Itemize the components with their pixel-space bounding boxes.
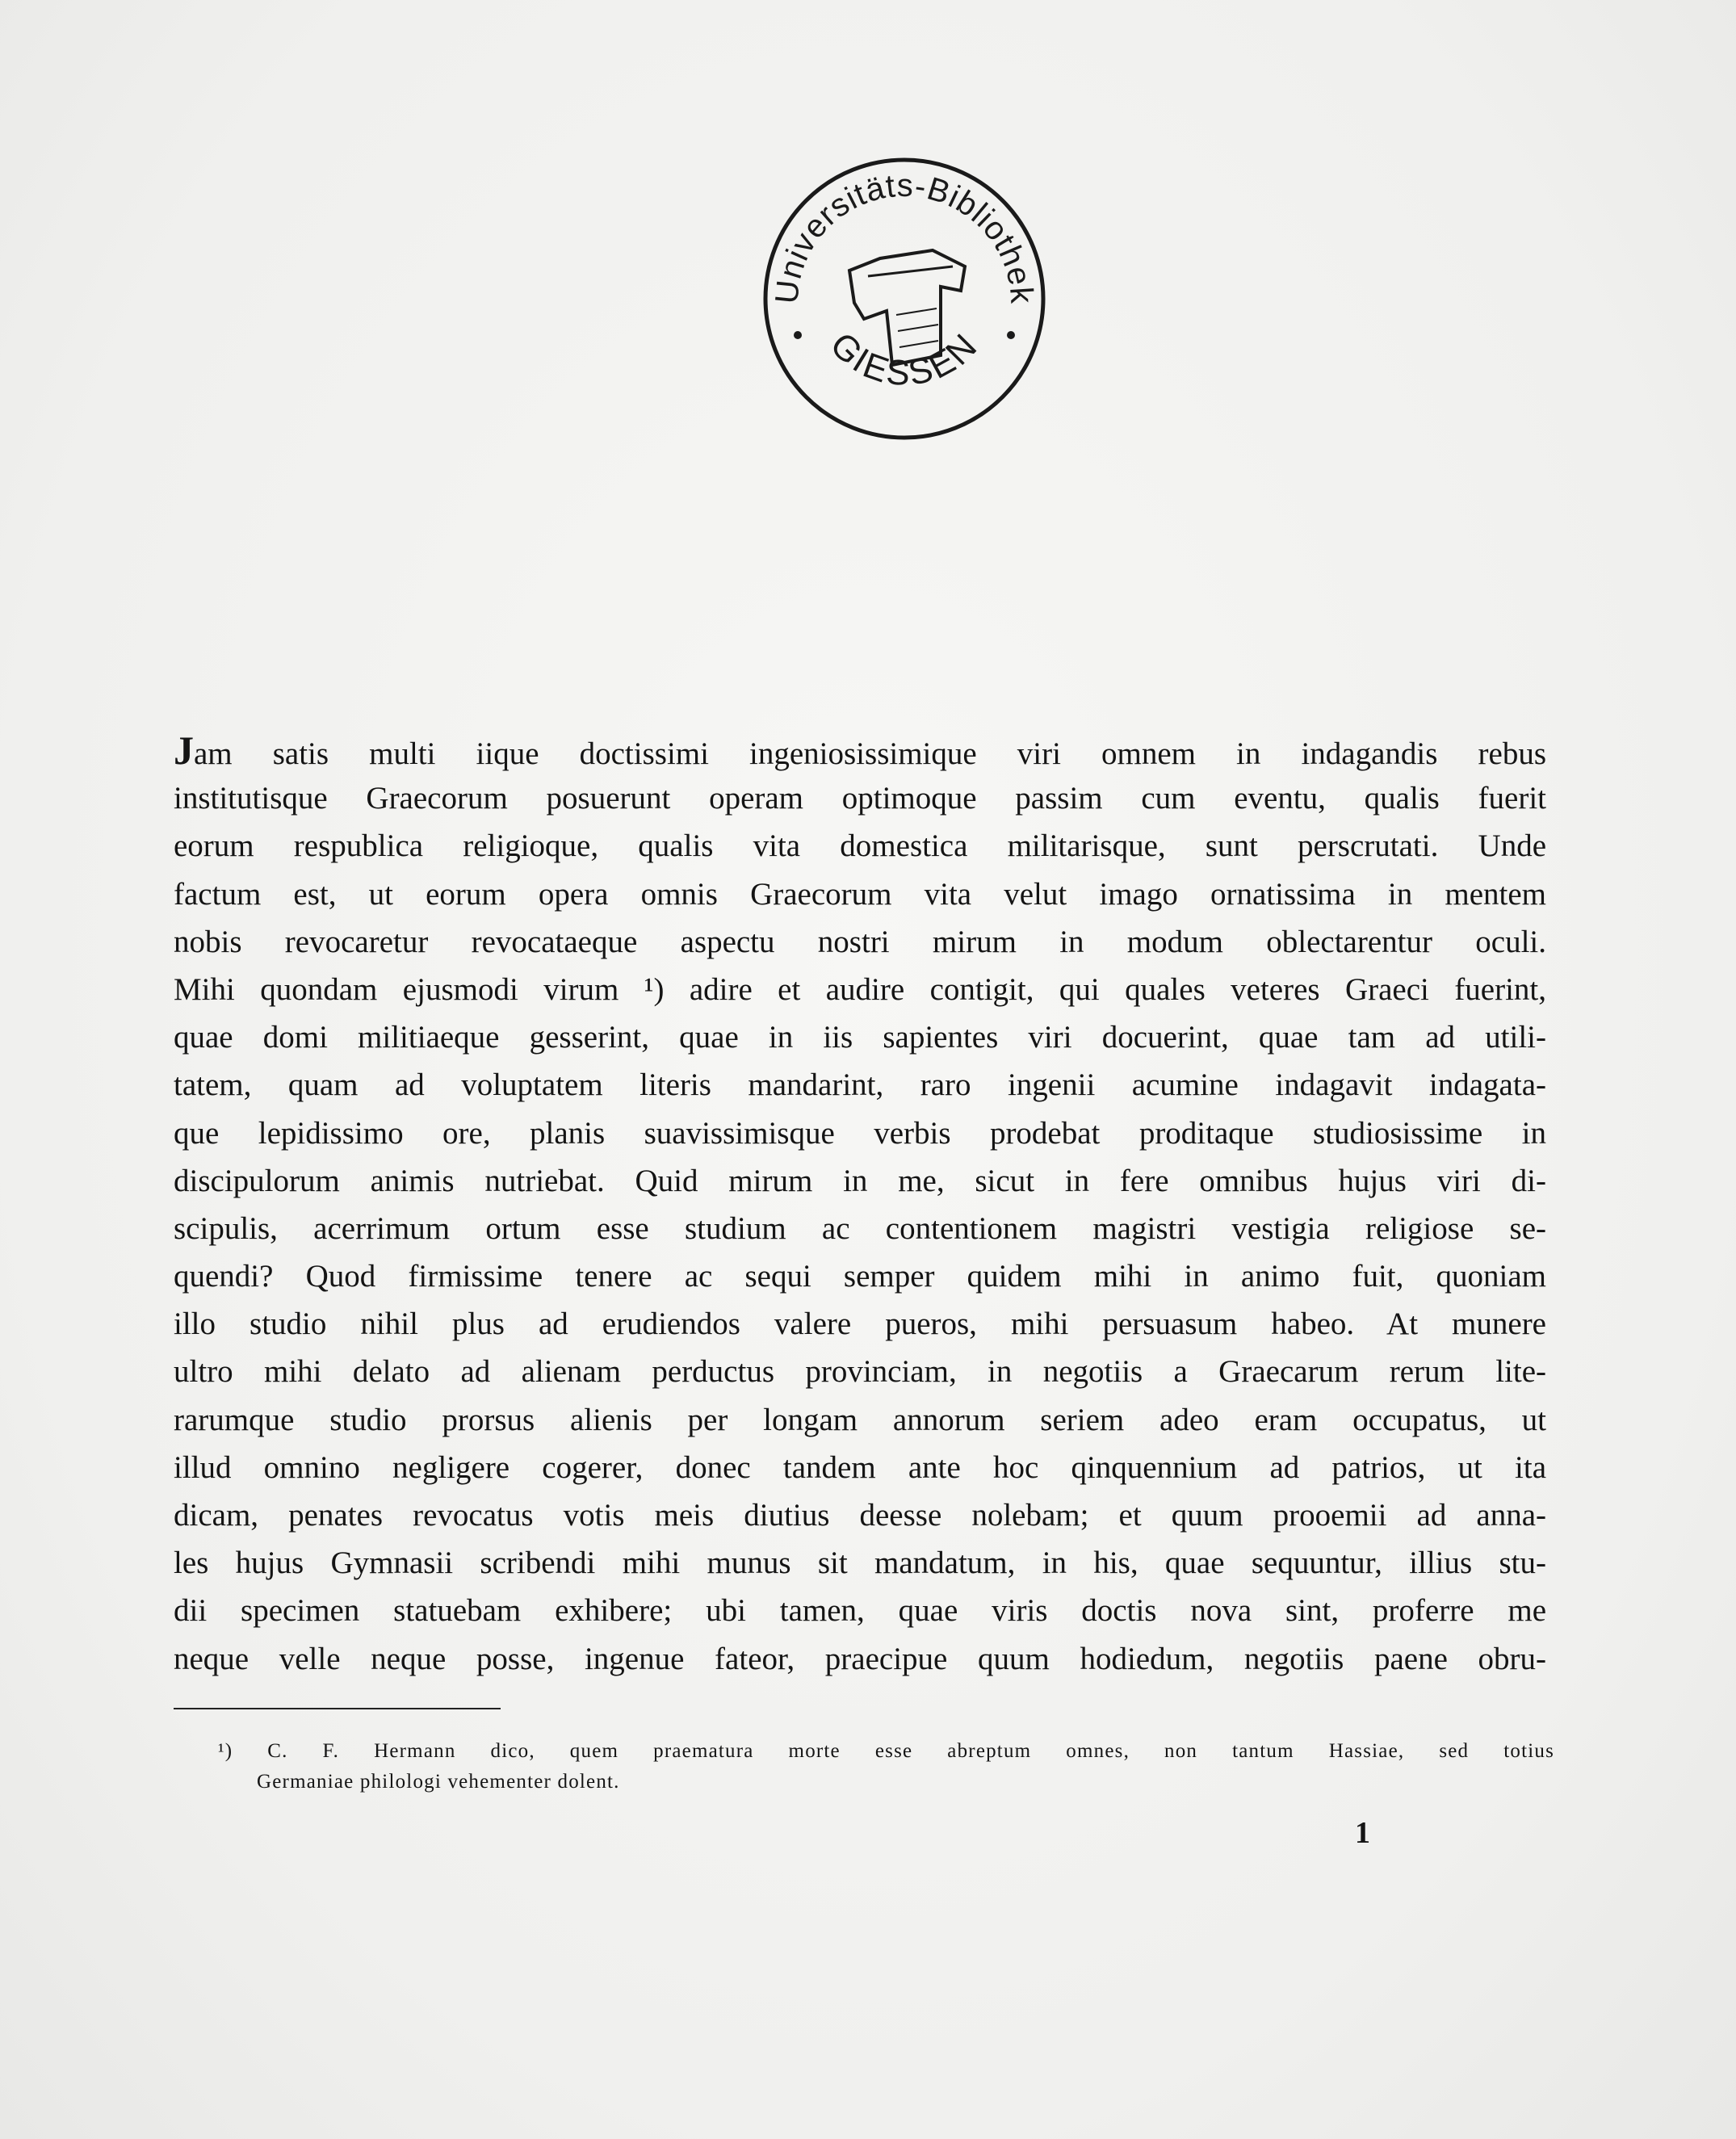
body-line: neque velle neque posse, ingenue fateor, praecipue quum hodiedum, negotiis paene obru- [174, 1641, 1546, 1676]
body-line: illud omnino negligere cogerer, donec tandem ante hoc qinquennium ad patrios, ut ita [174, 1449, 1546, 1485]
body-line: discipulorum animis nutriebat. Quid mirum in me, sicut in fere omnibus hujus viri di- [174, 1163, 1546, 1198]
svg-text:Universitäts-Bibliothek [769, 168, 1039, 305]
body-text [174, 727, 1546, 1683]
page-number: 1 [1355, 1816, 1370, 1850]
footnote-line: Germaniae philologi vehementer dolent. [257, 1771, 620, 1793]
footnote-line: ¹) C. F. Hermann dico, quem praematura morte esse abreptum omnes, non tantum Hassiae, sed totius [218, 1740, 1555, 1762]
body-line: Jam satis multi iique doctissimi ingeniosissimique viri omnem in indagandis rebus [174, 728, 1546, 773]
stamp-bottom-text: GIESSEN [822, 325, 987, 394]
stamp-graphic [759, 153, 1050, 444]
body-line: rarumque studio prorsus alienis per longam annorum seriem adeo eram occupatus, ut [174, 1402, 1546, 1437]
body-line: tatem, quam ad voluptatem literis mandarint, raro ingenii acumine indagavit indagata- [174, 1067, 1546, 1103]
body-line: dicam, penates revocatus votis meis diutius deesse nolebam; et quum prooemii ad anna- [174, 1498, 1546, 1533]
body-line: scipulis, acerrimum ortum esse studium ac contentionem magistri vestigia religiose se- [174, 1210, 1546, 1246]
footnote-marker: ¹) [218, 1740, 233, 1762]
svg-text:GIESSEN [823, 325, 986, 393]
stamp-top-text: Universitäts-Bibliothek [769, 167, 1040, 305]
body-line: dii specimen statuebam exhibere; ubi tamen, quae viris doctis nova sint, proferre me [174, 1593, 1546, 1629]
body-line: institutisque Graecorum posuerunt operam optimoque passim cum eventu, qualis fuerit [174, 781, 1546, 816]
body-line: factum est, ut eorum opera omnis Graecorum vita velut imago ornatissima in mentem [174, 876, 1546, 912]
body-line: illo studio nihil plus ad erudiendos valere pueros, mihi persuasum habeo. At munere [174, 1306, 1546, 1342]
drop-cap: J [174, 728, 194, 773]
body-line: eorum respublica religioque, qualis vita domestica militarisque, sunt perscrutati. Unde [174, 828, 1546, 864]
body-line: Mihi quondam ejusmodi virum ¹) adire et audire contigit, qui quales veteres Graeci fuerint, [174, 971, 1546, 1007]
body-line: ultro mihi delato ad alienam perductus provinciam, in negotiis a Graecarum rerum lite- [174, 1354, 1546, 1390]
footnote-divider [174, 1708, 501, 1709]
body-line: les hujus Gymnasii scribendi mihi munus sit mandatum, in his, quae sequuntur, illius stu- [174, 1546, 1546, 1581]
library-stamp [759, 153, 1050, 444]
body-line: nobis revocaretur revocataeque aspectu nostri mirum in modum oblectarentur oculi. [174, 924, 1546, 959]
body-line: que lepidissimo ore, planis suavissimisque verbis prodebat proditaque studiosissime in [174, 1115, 1546, 1151]
body-line: quae domi militiaeque gesserint, quae in iis sapientes viri docuerint, quae tam ad utili- [174, 1020, 1546, 1055]
body-line: quendi? Quod firmissime tenere ac sequi semper quidem mihi in animo fuit, quoniam [174, 1259, 1546, 1294]
footnote [218, 1736, 1554, 1797]
